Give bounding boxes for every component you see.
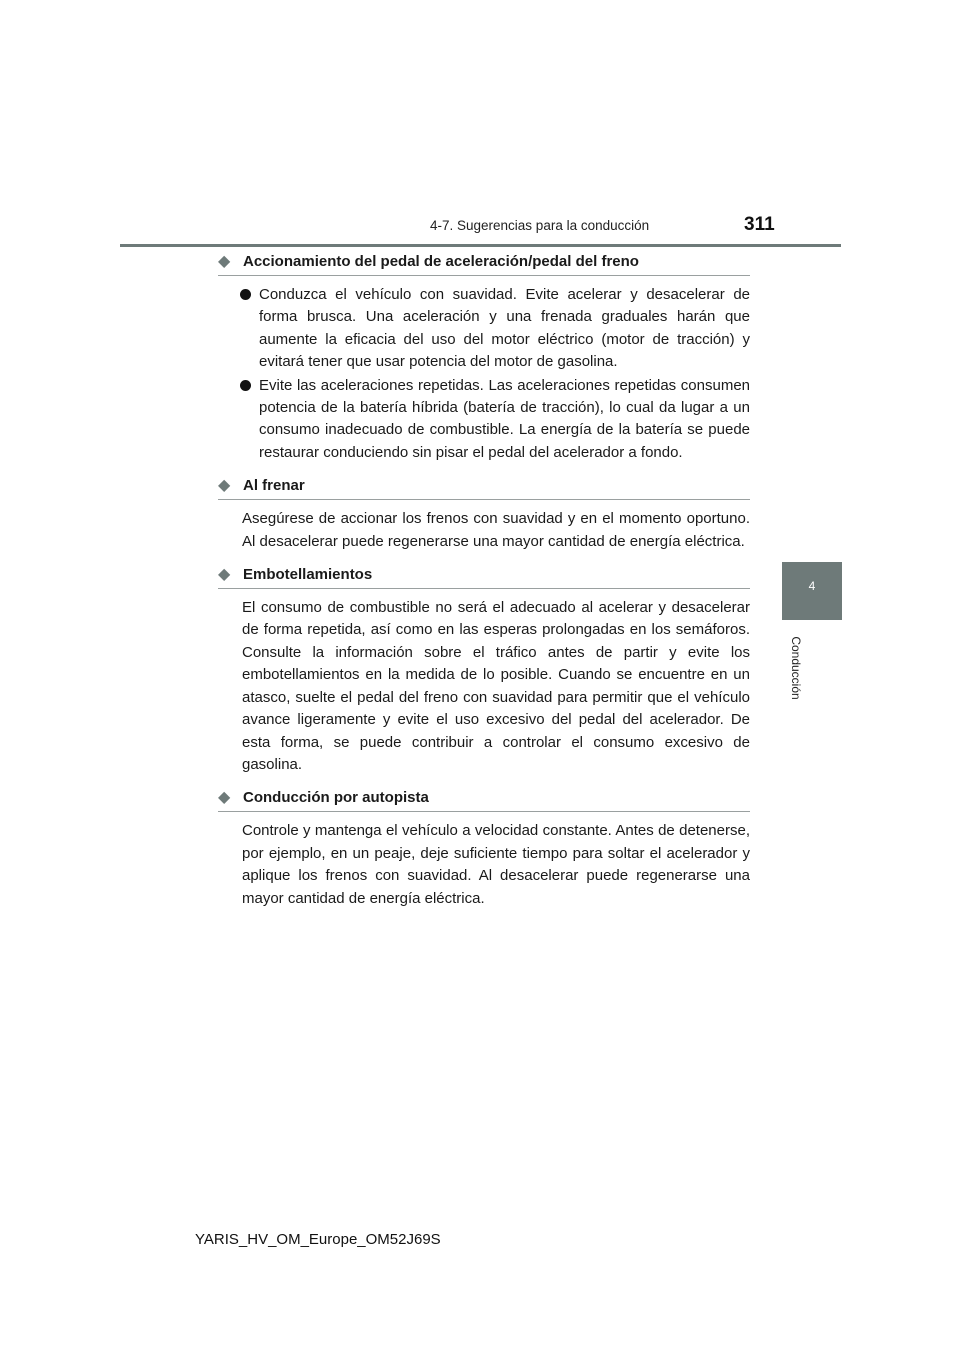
chapter-label: Conducción [789, 636, 803, 700]
footer-document-code: YARIS_HV_OM_Europe_OM52J69S [195, 1231, 441, 1248]
list-item [240, 284, 750, 374]
section-heading-text: Embotellamientos [243, 566, 373, 584]
section-pedal [218, 252, 750, 464]
header-section-title: 4-7. Sugerencias para la conducción [430, 218, 650, 233]
chapter-tab [782, 562, 842, 620]
bullet-icon [240, 380, 251, 391]
section-heading-text: Accionamiento del pedal de aceleración/pedal del freno [243, 253, 639, 270]
section-heading [218, 788, 750, 812]
diamond-icon: ◆ [218, 789, 231, 807]
header-rule [120, 244, 841, 247]
section-paragraph: El consumo de combustible no será el adecuado al acelerar y desacelerar de forma repetida, así como en las esperas prolongadas en los semáforos. Consulte la información sobre el tráfico antes de partir y evite los embotellamientos en la medida de lo posible. Cuando se encuentre en un atasco, suelte el pedal del freno con suavidad para permitir que el vehículo avance ligeramente y evite el uso excesivo del pedal del acelerador. De esta forma, se puede contribuir a controlar el consumo excesivo de gasolina. [242, 599, 750, 773]
section-traffic-jams [218, 565, 750, 776]
diamond-icon: ◆ [218, 253, 231, 270]
section-heading [218, 476, 750, 500]
main-content [218, 252, 750, 922]
section-braking [218, 476, 750, 553]
section-highway [218, 788, 750, 910]
section-paragraph: Controle y mantenga el vehículo a velocidad constante. Antes de detenerse, por ejemplo, en un peaje, deje suficiente tiempo para soltar el acelerador y aplique los frenos con suavidad. Al desacelerar puede regenerarse una mayor cantidad de energía eléctrica. [242, 822, 750, 907]
diamond-icon: ◆ [218, 477, 231, 495]
chapter-number: 4 [808, 579, 816, 593]
section-paragraph: Asegúrese de accionar los frenos con suavidad y en el momento oportuno. Al desacelerar puede regenerarse una mayor cantidad de energía eléctrica. [242, 510, 750, 550]
section-heading-text: Al frenar [243, 477, 305, 495]
bullet-text: Evite las aceleraciones repetidas. Las aceleraciones repetidas consumen potencia de la batería híbrida (batería de tracción), lo cual da lugar a un consumo inadecuado de combustible. La energía de la batería se puede restaurar conduciendo sin pisar el pedal del acelerador a fondo. [259, 376, 750, 461]
diamond-icon: ◆ [218, 566, 231, 584]
section-heading-text: Conducción por autopista [243, 789, 429, 807]
section-heading [218, 565, 750, 589]
bullet-text: Conduzca el vehículo con suavidad. Evite acelerar y desacelerar de forma brusca. Una aceleración y una frenada graduales harán que aumente la eficacia del uso del motor eléctrico (motor de tracción) y evitará tener que usar potencia del motor de gasolina. [259, 286, 750, 371]
bullet-icon [240, 289, 251, 300]
section-heading [218, 252, 750, 276]
page-number: 311 [744, 214, 775, 235]
list-item [240, 375, 750, 465]
